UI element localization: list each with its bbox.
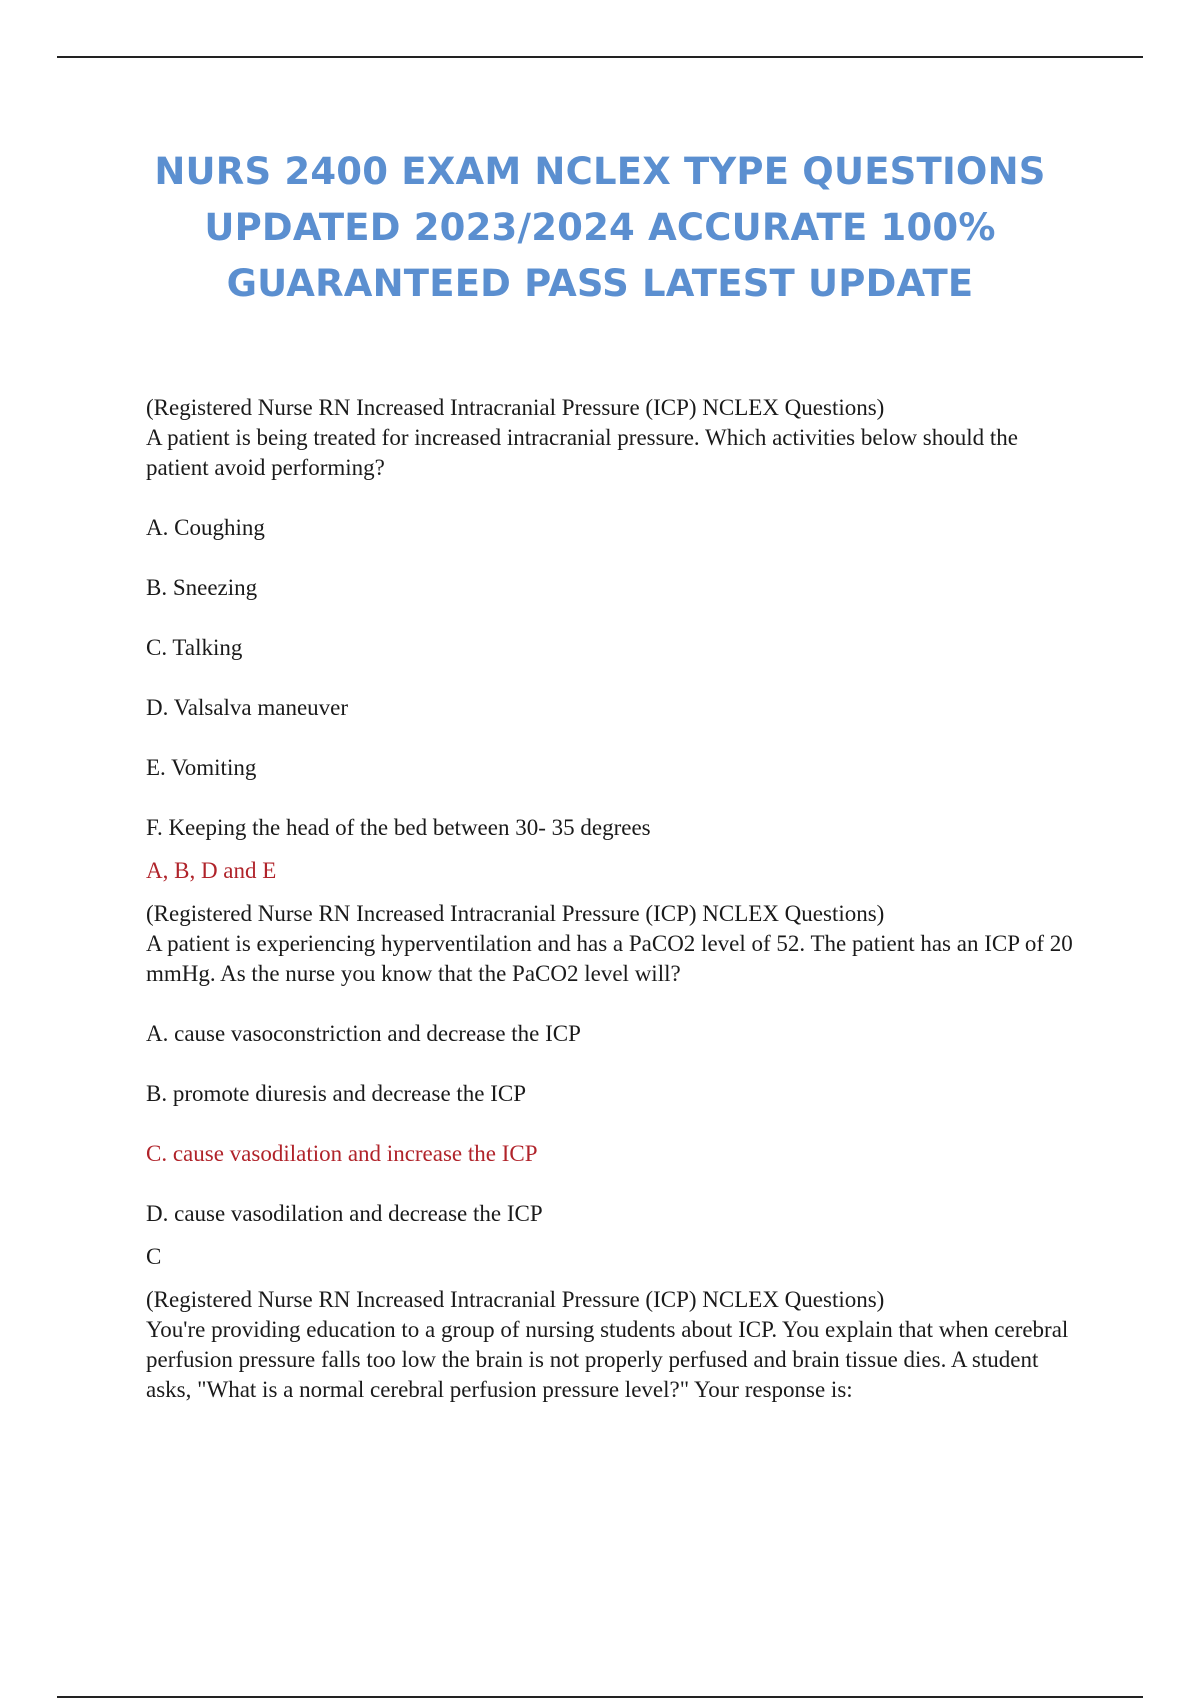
question-text: You're providing education to a group of nursing students about ICP. You explain that when cerebral perfusion pressure falls too low the brain is not properly perfused and brain tissue dies. A student asks, "What is a normal cerebral perfusion pressure level?" Your response is: bbox=[146, 1317, 1069, 1402]
question-3 bbox=[146, 1285, 1076, 1405]
question-1 bbox=[146, 393, 1076, 483]
bottom-rule bbox=[57, 1696, 1143, 1698]
document-body bbox=[146, 393, 1076, 1405]
answer-2: C bbox=[146, 1244, 162, 1269]
option-d: D. cause vasodilation and decrease the ICP bbox=[146, 1201, 543, 1226]
question-text: A patient is being treated for increased intracranial pressure. Which activities below should the patient avoid performing? bbox=[146, 425, 1019, 480]
document-title: NURS 2400 EXAM NCLEX TYPE QUESTIONS UPDATED 2023/2024 ACCURATE 100% GUARANTEED PASS LATEST UPDATE bbox=[154, 150, 1046, 305]
option-c: C. Talking bbox=[146, 635, 243, 660]
question-text: A patient is experiencing hyperventilation and has a PaCO2 level of 52. The patient has an ICP of 20 mmHg. As the nurse you know that the PaCO2 level will? bbox=[146, 931, 1073, 986]
top-rule bbox=[57, 56, 1143, 58]
option-e: E. Vomiting bbox=[146, 755, 257, 780]
question-2 bbox=[146, 899, 1076, 989]
option-b: B. Sneezing bbox=[146, 575, 258, 600]
question-source: (Registered Nurse RN Increased Intracranial Pressure (ICP) NCLEX Questions) bbox=[146, 395, 885, 420]
option-c-correct: C. cause vasodilation and increase the ICP bbox=[146, 1141, 538, 1166]
option-a: A. Coughing bbox=[146, 515, 265, 540]
answer-1: A, B, D and E bbox=[146, 858, 277, 883]
question-source: (Registered Nurse RN Increased Intracranial Pressure (ICP) NCLEX Questions) bbox=[146, 901, 885, 926]
option-a: A. cause vasoconstriction and decrease the ICP bbox=[146, 1021, 581, 1046]
option-f: F. Keeping the head of the bed between 30- 35 degrees bbox=[146, 815, 651, 840]
question-source: (Registered Nurse RN Increased Intracranial Pressure (ICP) NCLEX Questions) bbox=[146, 1287, 885, 1312]
option-d: D. Valsalva maneuver bbox=[146, 695, 349, 720]
option-b: B. promote diuresis and decrease the ICP bbox=[146, 1081, 527, 1106]
